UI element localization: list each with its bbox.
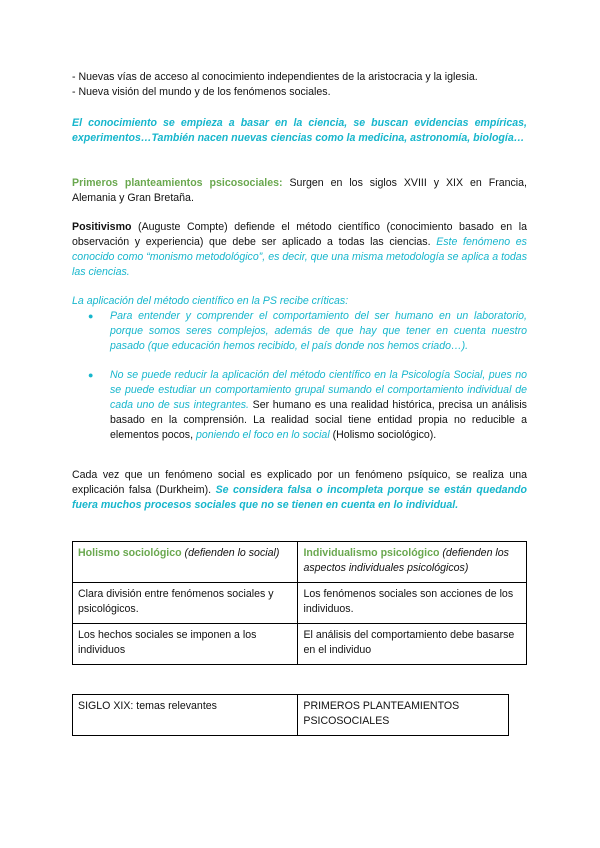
table-cell: Los fenómenos sociales son acciones de los individuos.: [298, 583, 527, 624]
durkheim-paragraph: [72, 468, 527, 513]
table-header-cell: Individualismo psicológico (defienden los aspectos individuales psicológicos): [298, 542, 527, 583]
positivismo-text: (Auguste Compte) defiende el método científico (conocimiento basado en la observación y experiencia) que debe ser aplicado a todas las ciencias.: [72, 221, 527, 248]
positivismo-highlight: Este fenómeno es conocido como “monismo metodológico”, es decir, que una misma metodología se aplica a todas las ciencias.: [72, 236, 527, 278]
intro-line: - Nuevas vías de acceso al conocimiento independientes de la aristocracia y la iglesia.: [72, 71, 478, 83]
intro-list: [72, 70, 527, 100]
bullet-text: Para entender y comprender el comportamiento del ser humano en un laboratorio, porque somos seres complejos, además de que hay que tener en cuenta nuestro pasado (que educación hemos recibido, el país donde nos hemos criado…).: [110, 310, 527, 352]
table-cell: Clara división entre fenómenos sociales y psicológicos.: [73, 583, 298, 624]
intro-line: - Nueva visión del mundo y de los fenómenos sociales.: [72, 86, 331, 98]
planteamientos-text: Surgen en los siglos XVIII y XIX en Francia, Alemania y Gran Bretaña.: [72, 177, 527, 204]
table-row: [73, 695, 509, 736]
positivismo-term: Positivismo: [72, 221, 132, 233]
bullet-text: No se puede reducir la aplicación del método científico en la Psicología Social, pues no se puede estudiar un comportamiento grupal sumando el comportamiento individual de cada uno de sus integrantes. Ser humano es una realidad histórica, precisa un análisis basado en la comprensión. La realidad social tiene entidad propia no reducible a elementos pocos, poniendo el foco en lo social (Holismo sociológico).: [110, 369, 527, 441]
table-header-row: [73, 542, 527, 583]
science-paragraph: El conocimiento se empieza a basar en la ciencia, se buscan evidencias empíricas, experimentos…También nacen nuevas ciencias como la medicina, astronomía, biología…: [72, 117, 527, 144]
table-row: [73, 624, 527, 665]
table-cell: Los hechos sociales se imponen a los individuos: [73, 624, 298, 665]
siglo-table: [72, 694, 509, 736]
bullet-dot-icon: ●: [88, 370, 94, 380]
positivismo-paragraph: [72, 220, 527, 280]
table-cell: SIGLO XIX: temas relevantes: [73, 695, 298, 736]
durkheim-highlight: Se considera falsa o incompleta porque se están quedando fuera muchos procesos sociales que no se tienen en cuenta en lo individual.: [72, 484, 527, 511]
bullet-dot-icon: ●: [88, 311, 94, 321]
bullet-highlight: No se puede reducir la aplicación del método científico en la Psicología Social, pues no se puede estudiar un comportamiento grupal sumando el comportamiento individual de cada uno de sus integrantes.: [110, 369, 527, 411]
table-row: [73, 583, 527, 624]
table-cell: PRIMEROS PLANTEAMIENTOS PSICOSOCIALES: [298, 695, 509, 736]
table-cell: El análisis del comportamiento debe basarse en el individuo: [298, 624, 527, 665]
holismo-table: [72, 541, 527, 665]
planteamientos-paragraph: [72, 176, 527, 206]
bullet-italic: poniendo el foco en lo social: [195, 429, 330, 441]
planteamientos-heading: Primeros planteamientos psicosociales:: [72, 177, 283, 189]
criticas-title: La aplicación del método científico en la PS recibe críticas:: [72, 295, 349, 307]
table-header-cell: Holismo sociológico (defienden lo social): [73, 542, 298, 583]
durkheim-text: Cada vez que un fenómeno social es explicado por un fenómeno psíquico, se realiza una explicación falsa (Durkheim).: [72, 469, 527, 496]
